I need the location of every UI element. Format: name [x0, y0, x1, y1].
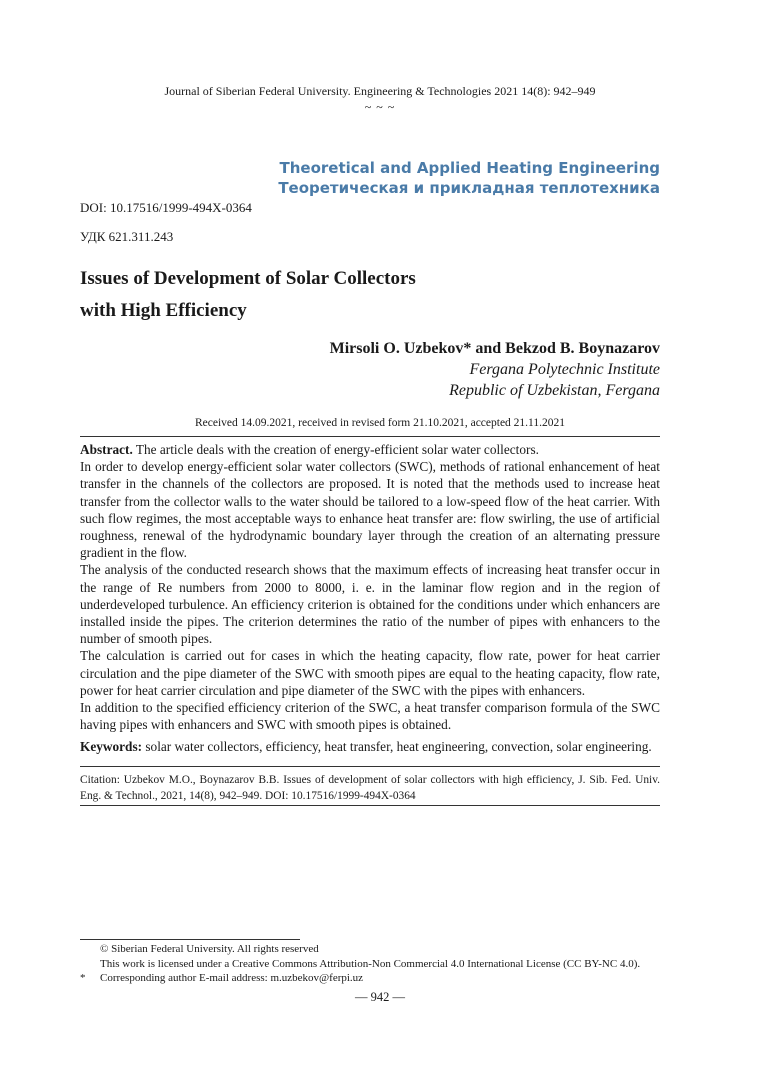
header-tilde-divider: ~ ~ ~ [364, 100, 396, 114]
footnote-license: This work is licensed under a Creative Commons Attribution-Non Commercial 4.0 International License (CC BY-NC 4.0). [100, 957, 641, 970]
page-number: — 942 — [355, 990, 405, 1004]
footnote-star: * [80, 972, 86, 984]
abstract-label: Abstract. [80, 442, 133, 457]
abstract-top-rule [80, 436, 660, 437]
received-dates: Received 14.09.2021, received in revised form 21.10.2021, accepted 21.11.2021 [194, 417, 566, 429]
section-title [278, 158, 660, 198]
author-location: Republic of Uzbekistan, Fergana [449, 382, 660, 399]
keywords-text: solar water collectors, efficiency, heat transfer, heat engineering, convection, solar engineering. [145, 739, 652, 754]
keywords-label: Keywords: [80, 739, 143, 754]
keywords [80, 738, 660, 755]
abstract-paragraph-1: The article deals with the creation of energy-efficient solar water collectors. [135, 442, 539, 457]
author-institute: Fergana Polytechnic Institute [469, 361, 660, 378]
citation-top-rule [80, 766, 660, 767]
section-title-ru: Теоретическая и прикладная теплотехника [278, 179, 660, 197]
abstract [80, 441, 660, 733]
footnotes [80, 942, 640, 986]
footnote-rule [80, 939, 300, 940]
abstract-paragraph-2: In order to develop energy-efficient solar water collectors (SWC), methods of rational enhancement of heat transfer in the channels of the collectors are proposed. It is noted that the methods used to increase heat transfer from the collector walls to the water should be tailored to a low-speed flow of the heat carrier. With such flow regimes, the most acceptable ways to enhance heat transfer are: flow swirling, the use of artificial roughness, renewal of the hydrodynamic boundary layer through the creation of an alternating pressure gradient in the flow. [80, 459, 660, 561]
footnote-copyright: © Siberian Federal University. All rights reserved [100, 943, 319, 955]
udk-code: УДК 621.311.243 [80, 229, 174, 244]
section-title-en: Theoretical and Applied Heating Engineering [279, 159, 660, 177]
abstract-paragraph-3: The analysis of the conducted research shows that the maximum effects of increasing heat transfer occur in the range of Re numbers from 2000 to 8000, i. e. in the laminar flow region and in the region of underdeveloped turbulence. An efficiency criterion is obtained for the conditions under which enhancers are installed inside the pipes. The criterion determines the ratio of the number of pipes with enhancers to the number of smooth pipes. [80, 562, 660, 647]
article-title-line-2: with High Efficiency [80, 300, 247, 321]
citation-bottom-rule [80, 805, 660, 806]
article-title-line-1: Issues of Development of Solar Collectors [80, 268, 416, 289]
footnote-corresponding-text: Corresponding author E-mail address: m.uzbekov@ferpi.uz [100, 972, 364, 984]
citation: Citation: Uzbekov M.O., Boynazarov B.B. Issues of development of solar collectors with high efficiency, J. Sib. Fed. Univ. Eng. & Technol., 2021, 14(8), 942–949. DOI: 10.17516/1999-494X-0364 [80, 774, 660, 802]
abstract-paragraph-4: The calculation is carried out for cases in which the heating capacity, flow rate, power for heat carrier circulation and the pipe diameter of the SWC with smooth pipes are equal to the heating capacity, flow rate, power for heat carrier circulation and pipe diameter of the SWC with the pipes with enhancers. [80, 648, 660, 698]
doi: DOI: 10.17516/1999-494X-0364 [80, 200, 252, 215]
article-title [80, 263, 416, 327]
author-names: Mirsoli O. Uzbekov* and Bekzod B. Boynazarov [329, 340, 660, 357]
journal-header: Journal of Siberian Federal University. Engineering & Technologies 2021 14(8): 942–949 [164, 84, 596, 98]
authors-block [330, 338, 660, 401]
abstract-paragraph-5: In addition to the specified efficiency criterion of the SWC, a heat transfer comparison formula of the SWC having pipes with enhancers and SWC with smooth pipes is obtained. [80, 700, 660, 733]
footnote-corresponding [80, 971, 640, 986]
